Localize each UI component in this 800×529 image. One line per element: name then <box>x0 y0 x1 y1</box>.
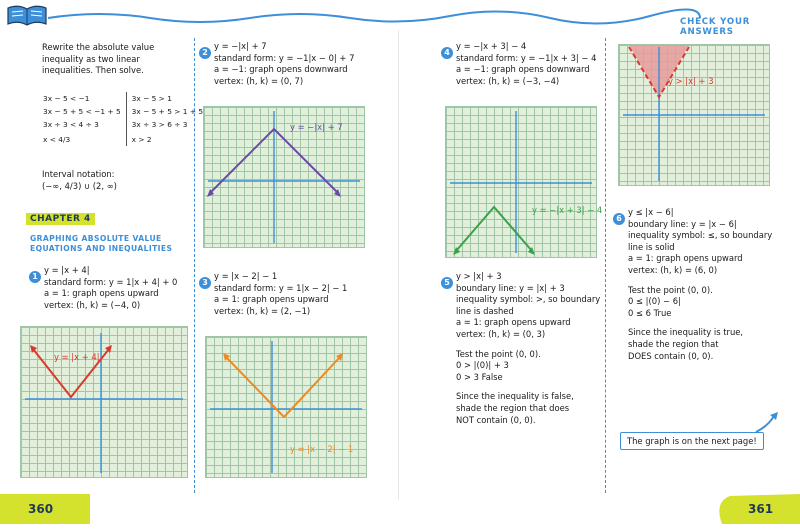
intro-line: inequalities. Then solve. <box>42 65 144 76</box>
problem-line: vertex: (h, k) = (0, 7) <box>214 75 304 86</box>
interval-label: Interval notation: <box>42 169 115 179</box>
graph-4-label: y = −|x + 3| − 4 <box>532 205 603 215</box>
problem-line: a = 1: graph opens upward <box>44 288 159 299</box>
graph-1-label: y = |x + 4| <box>54 352 100 362</box>
problem-line <box>628 277 772 285</box>
problem-line: 0 > 3 False <box>456 371 503 382</box>
problem-line: vertex: (h, k) = (0, 3) <box>456 328 546 339</box>
problem-3-text <box>214 271 347 317</box>
problem-line: a = 1: graph opens upward <box>628 253 743 264</box>
problem-line: standard form: y = 1|x + 4| + 0 <box>44 276 178 287</box>
table-cell: 3x − 5 + 5 > 1 + 5 <box>131 107 204 116</box>
interval-value: (−∞, 4/3) ∪ (2, ∞) <box>42 180 117 191</box>
problem-6-number: 6 <box>613 208 625 226</box>
intro-line: Rewrite the absolute value <box>42 42 155 52</box>
problem-line: Since the inequality is false, <box>456 391 574 402</box>
chapter-title-line: EQUATIONS AND INEQUALITIES <box>30 244 173 253</box>
chapter-title-line: GRAPHING ABSOLUTE VALUE <box>30 234 162 243</box>
problem-1-number: 1 <box>29 266 41 284</box>
page-number-right: 361 <box>748 502 774 516</box>
problem-line: inequality symbol: ≤, so boundary <box>628 230 773 241</box>
column-divider <box>605 38 606 493</box>
problem-line: Test the point (0, 0). <box>628 284 713 295</box>
header-title: CHECK YOUR ANSWERS <box>680 17 751 37</box>
problem-line: y = |x + 4| <box>44 265 90 275</box>
problem-line: 0 ≤ |(0) − 6| <box>628 296 681 307</box>
graph-4 <box>445 106 597 258</box>
table-cell: 3x − 5 < −1 <box>38 92 126 105</box>
table-cell: x > 2 <box>131 135 152 144</box>
problem-line: y = −|x + 3| − 4 <box>456 41 527 51</box>
problem-5-number: 5 <box>441 272 453 290</box>
page-number-left: 360 <box>28 502 54 516</box>
problem-line: y ≤ |x − 6| <box>628 207 674 217</box>
problem-line: standard form: y = −1|x + 3| − 4 <box>456 52 597 63</box>
table-cell: 3x ÷ 3 < 4 ÷ 3 <box>38 118 126 131</box>
problem-line: a = 1: graph opens upward <box>456 317 571 328</box>
problem-line: y > |x| + 3 <box>456 271 502 281</box>
problem-line: inequality symbol: >, so boundary <box>456 294 601 305</box>
problem-line <box>456 383 600 391</box>
table-cell: x < 4/3 <box>38 131 126 146</box>
problem-line: boundary line: y = |x − 6| <box>628 218 737 229</box>
table-cell: 3x − 5 > 1 <box>131 94 172 103</box>
problem-line: 0 ≤ 6 True <box>628 307 672 318</box>
problem-line: y = |x − 2| − 1 <box>214 271 278 281</box>
problem-1-text <box>44 265 177 311</box>
problem-line: a = 1: graph opens upward <box>214 294 329 305</box>
intro-text <box>42 42 154 77</box>
problem-line: standard form: y = −1|x − 0| + 7 <box>214 52 355 63</box>
problem-line: boundary line: y = |x| + 3 <box>456 282 565 293</box>
problem-line: 0 > |(0)| + 3 <box>456 360 509 371</box>
problem-line: standard form: y = 1|x − 2| − 1 <box>214 282 348 293</box>
graph-3 <box>205 336 367 478</box>
intro-line: inequality as two linear <box>42 53 140 64</box>
graph-1 <box>20 326 188 478</box>
problem-line: vertex: (h, k) = (2, −1) <box>214 305 311 316</box>
problem-line: vertex: (h, k) = (−4, 0) <box>44 299 141 310</box>
problem-line <box>456 341 600 349</box>
inequality-table <box>38 92 208 146</box>
problem-line: vertex: (h, k) = (−3, −4) <box>456 75 560 86</box>
problem-line: Since the inequality is true, <box>628 327 744 338</box>
table-cell: 3x ÷ 3 > 6 ÷ 3 <box>131 120 188 129</box>
arrow-icon <box>752 410 782 441</box>
problem-2-number: 2 <box>199 42 211 60</box>
problem-4-text <box>456 41 596 87</box>
graph-2-label: y = −|x| + 7 <box>290 122 343 132</box>
problem-line: vertex: (h, k) = (6, 0) <box>628 264 718 275</box>
graph-5-label: y > |x| + 3 <box>668 76 714 86</box>
problem-line: a = −1: graph opens downward <box>456 64 590 75</box>
problem-line: line is dashed <box>456 305 514 316</box>
graph-3-label: y = |x − 2| − 1 <box>290 444 354 454</box>
problem-4-number: 4 <box>441 42 453 60</box>
problem-5-text <box>456 271 600 426</box>
problem-3-number: 3 <box>199 272 211 290</box>
problem-line: shade the region that <box>628 338 719 349</box>
problem-line: DOES contain (0, 0). <box>628 350 714 361</box>
problem-line: line is solid <box>628 241 675 252</box>
book-icon <box>4 2 50 33</box>
problem-line: Test the point (0, 0). <box>456 348 541 359</box>
problem-line <box>628 319 772 327</box>
problem-line: NOT contain (0, 0). <box>456 414 536 425</box>
problem-line: y = −|x| + 7 <box>214 41 267 51</box>
problem-6-text <box>628 207 772 362</box>
graph-5 <box>618 44 770 186</box>
table-cell: 3x − 5 + 5 < −1 + 5 <box>38 105 126 118</box>
chapter-title <box>30 234 172 254</box>
next-page-callout: The graph is on the next page! <box>620 432 764 450</box>
page-gutter <box>398 30 399 500</box>
problem-2-text <box>214 41 354 87</box>
problem-line: shade the region that does <box>456 402 570 413</box>
interval-notation <box>42 169 117 192</box>
chapter-label: CHAPTER 4 <box>26 213 95 225</box>
problem-line: a = −1: graph opens downward <box>214 64 348 75</box>
